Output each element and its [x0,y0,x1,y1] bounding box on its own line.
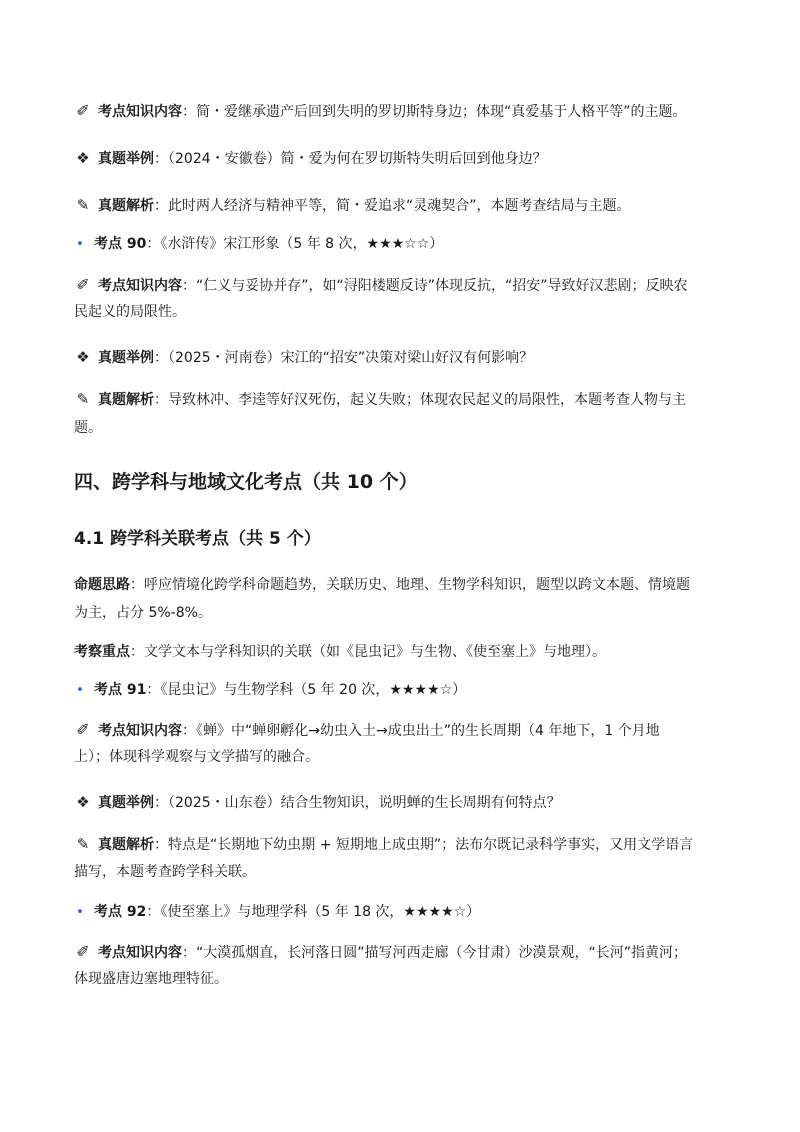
pencil-icon: ✐ [76,275,90,294]
bullet-icon: • [76,905,84,920]
diamond-icon: ❖ [76,149,90,167]
analysis-text-cont: 题。 [74,420,102,436]
point-91-heading [74,676,734,705]
point-91-label: 考点 91 [94,682,147,698]
example-label: 真题举例 [98,795,154,811]
example-label: 真题举例 [98,151,154,167]
point-90-label: 考点 90 [94,236,147,252]
analysis-text-cont: 描写，本题考查跨学科关联。 [74,864,256,880]
example-label: 真题举例 [98,350,154,366]
analysis-label: 真题解析 [98,198,154,214]
thinking-text: ：呼应情境化跨学科命题趋势，关联历史、地理、生物学科知识，题型以跨文本题、情境题 [130,577,690,593]
pencil-icon: ✐ [76,942,90,961]
section-4-1-title: 4.1 跨学科关联考点（共 5 个） [74,529,321,549]
focus-label: 考察重点 [74,644,130,660]
knowledge-line [74,96,734,127]
thinking-text-cont: 为主，占分 5%-8%。 [74,605,212,621]
knowledge-line-cont [74,298,734,327]
analysis-line [74,191,734,221]
example-text: ：（2025・山东卷）结合生物知识，说明蝉的生长周期有何特点？ [154,795,561,811]
analysis-text: ：此时两人经济与精神平等，简・爱追求“灵魂契合”，本题考查结局与主题。 [154,198,631,214]
paperclip-icon: ✎ [76,196,90,214]
analysis-text: ：特点是“长期地下幼虫期 + 短期地上成虫期”；法布尔既记录科学事实，又用文学语言 [154,837,694,853]
knowledge-line [74,715,734,746]
point-92-label: 考点 92 [94,904,147,920]
point-90-heading [74,230,734,259]
bullet-icon: • [76,683,84,698]
analysis-label: 真题解析 [98,837,154,853]
analysis-label: 真题解析 [98,392,154,408]
knowledge-text: ：《蝉》中“蝉卵孵化→幼虫入土→成虫出土”的生长周期（4 年地下，1 个月地 [182,723,660,739]
diamond-icon: ❖ [76,793,90,811]
knowledge-line-cont [74,965,734,994]
example-text: ：（2024・安徽卷）简・爱为何在罗切斯特失明后回到他身边？ [154,151,547,167]
point-92-heading [74,898,734,927]
knowledge-line [74,937,734,968]
knowledge-text-cont: 上）；体现科学观察与文学描写的融合。 [74,749,319,765]
point-91-text: ：《昆虫记》与生物学科（5 年 20 次，★★★★☆） [146,682,467,698]
focus-line [74,638,734,667]
knowledge-text-cont: 民起义的局限性。 [74,304,186,320]
analysis-line [74,385,734,415]
knowledge-line [74,270,734,301]
focus-text: ：文学文本与学科知识的关联（如《昆虫记》与生物、《使至塞上》与地理）。 [130,644,606,660]
example-line [74,788,734,818]
knowledge-text-cont: 体现盛唐边塞地理特征。 [74,971,228,987]
point-92-text: ：《使至塞上》与地理学科（5 年 18 次，★★★★☆） [146,904,481,920]
analysis-line [74,830,734,860]
thinking-line-cont [74,599,734,628]
knowledge-line-cont [74,743,734,772]
paperclip-icon: ✎ [76,835,90,853]
knowledge-text: ：“大漠孤烟直，长河落日圆”描写河西走廊（今甘肃）沙漠景观，“长河”指黄河； [182,945,688,961]
knowledge-text: ：简・爱继承遗产后回到失明的罗切斯特身边；体现“真爱基于人格平等”的主题。 [182,104,687,120]
paperclip-icon: ✎ [76,390,90,408]
analysis-text: ：导致林冲、李逵等好汉死伤，起义失败；体现农民起义的局限性，本题考查人物与主 [154,392,686,408]
knowledge-label: 考点知识内容 [98,278,182,294]
thinking-label: 命题思路 [74,577,130,593]
knowledge-label: 考点知识内容 [98,945,182,961]
example-text: ：（2025・河南卷）宋江的“招安”决策对梁山好汉有何影响？ [154,350,534,366]
analysis-line-cont [74,858,734,887]
example-line [74,343,734,373]
pencil-icon: ✐ [76,720,90,739]
knowledge-text: ：“仁义与妥协并存”，如“浔阳楼题反诗”体现反抗，“招安”导致好汉悲剧；反映农 [182,278,688,294]
pencil-icon: ✐ [76,101,90,120]
diamond-icon: ❖ [76,348,90,366]
bullet-icon: • [76,237,84,252]
section-4-title: 四、跨学科与地域文化考点（共 10 个） [74,471,418,493]
point-90-text: ：《水浒传》宋江形象（5 年 8 次，★★★☆☆） [146,236,444,252]
knowledge-label: 考点知识内容 [98,723,182,739]
knowledge-label: 考点知识内容 [98,104,182,120]
thinking-line [74,571,734,600]
analysis-line-cont [74,414,734,443]
example-line [74,144,734,174]
